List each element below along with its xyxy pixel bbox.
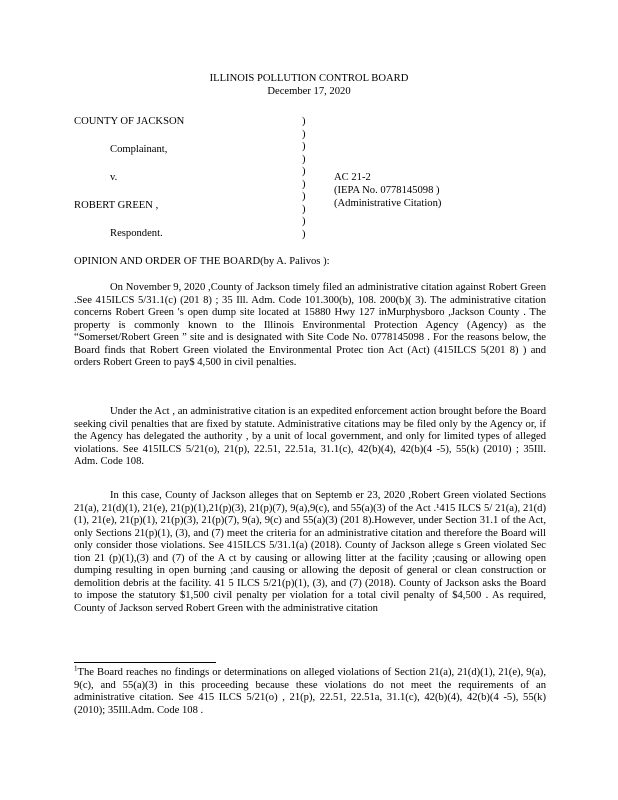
body-paragraph: In this case, County of Jackson alleges that on Septemb er 23, 2020 ,Robert Green violated Sections 21(a), 21(d)(1), 21(e), 21(p)(1),21(p)(3), 21(p)(7), 9(a),9(c), and 55(a)(3) of the Act .¹415 ILCS 5/ 21(a), 21(d)(1), 21(e), 21(p)(1), 21(p)(3), 21(p)(7), 9(a), 9(c) and 55(a)(3) (201 8).However, under Section 31.1 of the Act, only Sections 21(p)(1), (3), and (7) meet the criteria for an administrative citation and therefore the Board will only consider those violations. See 415ILCS 5/31.1(a) (2018). County of Jackson allege s Green violated Sec tion 21 (p)(1),(3) and (7) of the A ct by causing or allowing litter at the facility ;causing or allowing open dumping resulting in open burning ;and causing or allowing the deposit of general or clean construction or demolition debris at the facility. 41 5 ILCS 5/21(p)(1), (3), and (7) (2018). County of Jackson asks the Board to impose the statutory $1,500 civil penalty per violation for a total civil penalty of $4,500 . As required, County of Jackson served Robert Green with the administrative citation (74, 490, 546, 614)
body-paragraph: Under the Act , an administrative citation is an expedited enforcement action brought before the Board seeking civil penalties that are fixed by statute. Administrative citations may be filed only by the Agency or, if the Agency has delegated the authority , by a unit of local government, and only for limited types of alleged violations. See 415ILCS 5/21(o), 21(p), 22.51, 22.51a, 31.1(c), 42(b)(4), 42(b)(4 -5), 55(k) (2010) ; 35Ill. Adm. Code 108. (74, 406, 546, 467)
iepa-number: (IEPA No. 0778145098 ) (334, 185, 440, 196)
paren: ) (302, 166, 306, 177)
complainant-name: COUNTY OF JACKSON (74, 116, 185, 127)
respondent-name: ROBERT GREEN , (74, 200, 159, 211)
case-number: AC 21-2 (334, 172, 371, 183)
paren: ) (302, 191, 306, 202)
footnote (74, 664, 546, 717)
document-date: December 17, 2020 (267, 86, 351, 97)
complainant-label: Complainant, (110, 144, 168, 155)
body-paragraph: On November 9, 2020 ,County of Jackson timely filed an administrative citation against Robert Green .See 415ILCS 5/31.1(c) (201 8) ; 35 Ill. Adm. Code 101.300(b), 108. 200(b)( 3). The administrative citation concerns Robert Green 's open dump site located at 15880 Hwy 127 inMurphysboro ,Jackson County . The property is commonly known to the Illinois Environmental Protection Agency (Agency) as the “Somerset/Robert Green ” site and is designated with Site Code No. 0778145098 . For the reasons below, the Board finds that Robert Green violated the Environmental Protec tion Act (Act) (415ILCS 5(201 8) ) and orders Robert Green to pay$ 4,500 in civil penalties. (74, 282, 546, 368)
paren: ) (302, 153, 306, 165)
case-type: (Administrative Citation) (334, 198, 442, 209)
paren: ) (302, 116, 306, 127)
versus-label: v. (110, 172, 118, 183)
paren: ) (302, 141, 306, 152)
paren: ) (302, 216, 306, 227)
opinion-heading: OPINION AND ORDER OF THE BOARD(by A. Palivos ): (74, 256, 330, 267)
footnote-divider (74, 662, 216, 663)
paren: ) (302, 228, 306, 240)
respondent-label: Respondent. (110, 228, 163, 239)
paren: ) (302, 128, 306, 140)
caption-parentheses (302, 116, 312, 241)
footnote-marker: 1 (74, 664, 78, 673)
paren: ) (302, 178, 306, 190)
agency-title: ILLINOIS POLLUTION CONTROL BOARD (209, 73, 409, 84)
paren: ) (302, 203, 306, 215)
footnote-text: The Board reaches no findings or determinations on alleged violations of Section 21(a), 21(d)(1), 21(e), 9(a), 9(c), and 55(a)(3) in this proceeding because these violations do not meet the requirements of an administrative citation. See 415 ILCS 5/21(o) , 21(p), 22.51, 22.51a, 31.1(c), 42(b)(4), 42(b)(4 -5), 55(k) (2010); 35Ill.Adm. Code 108 . (74, 667, 546, 716)
